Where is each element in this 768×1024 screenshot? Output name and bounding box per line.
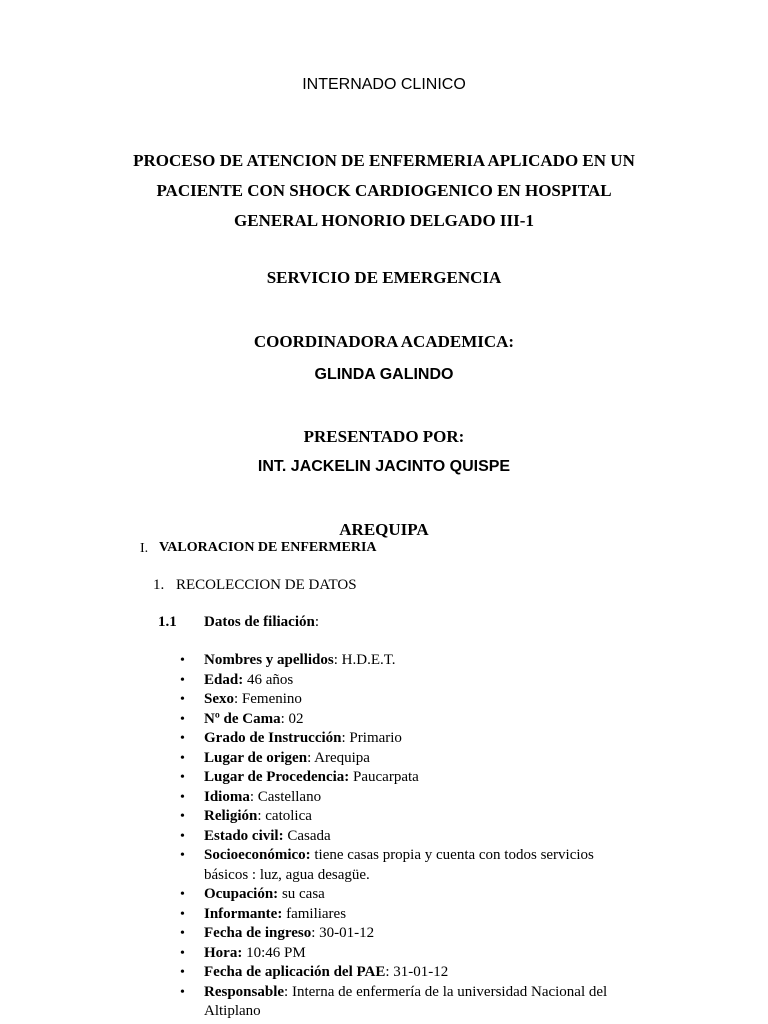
filiation-label: Edad: [204,671,244,688]
bullet-icon: • [180,672,185,688]
bullet-icon: • [180,828,185,844]
filiation-item [0,905,768,925]
filiation-item [0,690,768,710]
bullet-icon: • [180,887,185,902]
filiation-value: : Arequipa [307,749,370,766]
coordinator-label: COORDINADORA ACADEMICA: [253,332,515,351]
filiation-value: Casada [283,827,331,844]
bullet-icon: • [180,692,185,707]
filiation-list [0,651,768,1022]
filiation-label: Informante: [204,905,283,922]
filiation-label: Nº de Cama [204,710,281,727]
filiation-item [0,768,768,788]
bullet-icon: • [180,965,185,980]
filiation-value: familiares [282,905,347,922]
filiation-item [0,710,768,730]
filiation-label: Nombres y apellidos [204,652,334,668]
filiation-value: su casa [278,886,325,902]
subsubsection-title [204,614,319,631]
filiation-value: 46 años [243,671,294,688]
document-title [0,146,768,236]
filiation-item [0,729,768,749]
filiation-item [0,963,768,983]
filiation-label: Lugar de Procedencia: [204,769,350,785]
filiation-label: Religión [204,808,258,824]
filiation-value: : catolica [257,808,312,824]
filiation-item [0,944,768,964]
title-line: PACIENTE CON SHOCK CARDIOGENICO EN HOSPITAL [156,181,612,200]
subsection-number: 1. [153,577,165,593]
filiation-value: : 30-01-12 [311,925,375,941]
filiation-item [0,671,768,691]
bullet-icon: • [180,906,185,922]
bullet-icon: • [180,770,185,785]
city-heading: AREQUIPA [339,520,429,539]
title-line: GENERAL HONORIO DELGADO III-1 [234,211,534,230]
filiation-item [0,651,768,671]
filiation-label: Grado de Instrucción [204,730,342,746]
subsubsection-title-text: Datos de filiación [204,614,315,630]
bullet-icon: • [180,653,185,668]
filiation-item [0,983,768,1022]
filiation-label: Socioeconómico: [204,847,311,863]
bullet-icon: • [180,789,185,805]
filiation-item [0,885,768,905]
filiation-item [0,846,768,885]
coordinator-name: GLINDA GALINDO [314,366,454,383]
filiation-item [0,788,768,808]
bullet-icon: • [180,848,185,863]
filiation-item [0,924,768,944]
filiation-label: Hora: [204,944,243,961]
filiation-label: Sexo [204,691,234,707]
filiation-label: Lugar de origen [204,749,308,766]
subsubsection-number: 1.1 [158,614,177,630]
bullet-icon: • [180,809,185,824]
service-heading: SERVICIO DE EMERGENCIA [266,268,502,287]
filiation-label: Fecha de aplicación del PAE [204,964,386,980]
filiation-value: : Castellano [249,788,322,805]
filiation-label: Ocupación: [204,886,279,902]
bullet-icon: • [180,750,185,766]
filiation-value: : Femenino [234,691,302,707]
bullet-icon: • [180,731,185,746]
bullet-icon: • [180,945,185,961]
subsubsection-title-suffix: : [314,614,320,630]
filiation-label: Responsable [204,983,285,1000]
title-line: PROCESO DE ATENCION DE ENFERMERIA APLICADO EN UN [133,151,635,170]
filiation-value: : H.D.E.T. [333,652,396,668]
filiation-item [0,827,768,847]
filiation-item [0,807,768,827]
filiation-label: Idioma [204,788,250,805]
filiation-value: : 02 [280,710,304,727]
institution-heading: INTERNADO CLINICO [302,76,466,93]
filiation-value: Paucarpata [349,769,419,785]
filiation-label: Fecha de ingreso [204,925,312,941]
filiation-item [0,749,768,769]
filiation-value: tiene casas propia y cuenta con todos servicios básicos : luz, agua desagüe. [204,847,594,883]
bullet-icon: • [180,926,185,941]
filiation-label: Estado civil: [204,827,284,844]
filiation-value: : Interna de enfermería de la universidad Nacional del Altiplano [204,983,608,1019]
filiation-value: : 31-01-12 [385,964,449,980]
subsection-title: RECOLECCION DE DATOS [176,577,357,593]
filiation-value: : Primario [341,730,402,746]
presenter-name: INT. JACKELIN JACINTO QUISPE [257,458,511,475]
bullet-icon: • [180,711,185,727]
filiation-value: 10:46 PM [242,944,306,961]
section-title: VALORACION DE ENFERMERIA [159,540,377,555]
section-number: I. [140,541,149,556]
bullet-icon: • [180,984,185,1000]
presenter-label: PRESENTADO POR: [303,427,465,446]
